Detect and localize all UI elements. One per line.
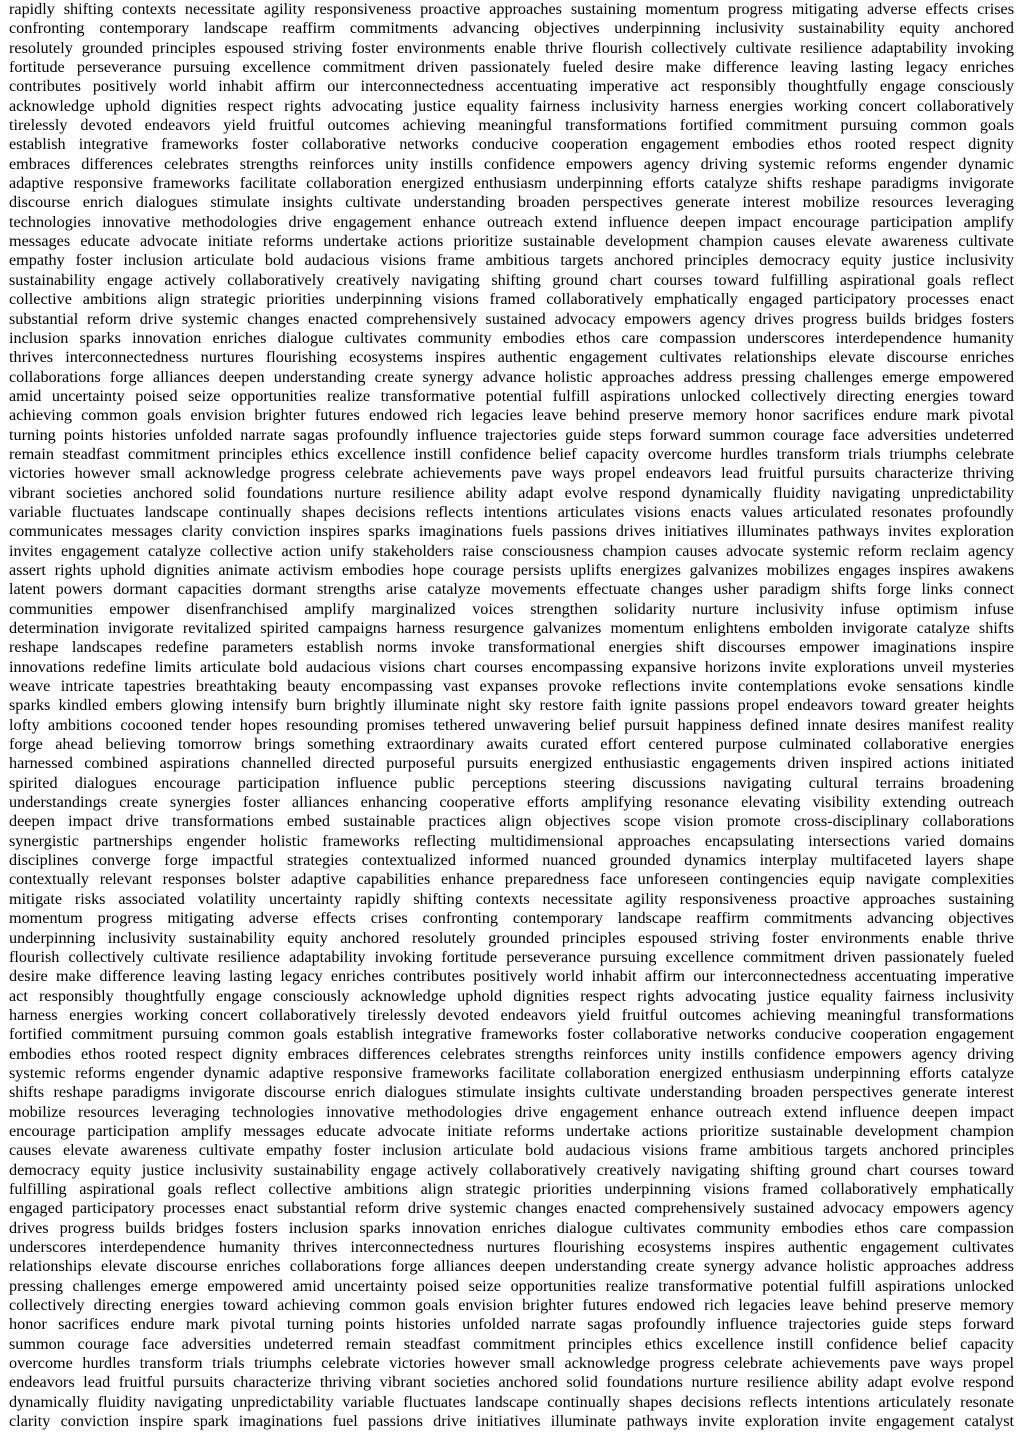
text-line: synergistic partnerships engender holistic frameworks reflecting multidimensional approaches encapsulating intersections varied domains [9, 831, 1014, 850]
text-line: variable fluctuates landscape continually shapes decisions reflects intentions articulates visions enacts values articulated resonates profoundly [9, 502, 1014, 521]
text-line: harnessed combined aspirations channelled directed purposeful pursuits energized enthusiastic engagements driven inspired actions initiated [9, 754, 1014, 773]
text-line: empathy foster inclusion articulate bold audacious visions frame ambitious targets anchored principles democracy equity justice inclusivity [9, 251, 1014, 270]
text-line: amid uncertainty poised seize opportunities realize transformative potential fulfill aspirations unlocked collectively directing energies toward [9, 386, 1014, 405]
text-line: determination invigorate revitalized spirited campaigns harness resurgence galvanizes momentum enlightens embolden invigorate catalyze shifts [9, 619, 1014, 637]
text-line: pressing challenges emerge empowered amid uncertainty poised seize opportunities realize transformative potential fulfill aspirations unlocked [9, 1276, 1014, 1295]
text-line: invites engagement catalyze collective action unify stakeholders raise consciousness champion causes advocate systemic reform reclaim agency [9, 541, 1014, 560]
text-line: vibrant societies anchored solid foundations nurture resilience ability adapt evolve respond dynamically fluidity navigating unpredictability [9, 483, 1014, 502]
text-line: reshape landscapes redefine parameters establish norms invoke transformational energies shift discourses empower imaginations inspire [9, 638, 1014, 657]
text-line: innovations redefine limits articulate bold audacious visions chart courses encompassing expansive horizons invite explorations unveil mysteries [9, 657, 1014, 676]
text-line: dynamically fluidity navigating unpredictability variable fluctuates landscape continually shapes decisions reflects intentions articulately resonate [9, 1392, 1014, 1411]
text-line: sustainability engage actively collaboratively creatively navigating shifting ground chart courses toward fulfilling aspirational goals reflect [9, 270, 1014, 289]
text-line: systemic reforms engender dynamic adaptive responsive frameworks facilitate collaboration energized enthusiasm underpinning efforts catalyze [9, 1063, 1014, 1082]
text-line: achieving common goals envision brighter futures endowed rich legacies leave behind preserve memory honor sacrifices endure mark pivotal [9, 406, 1014, 425]
text-line: overcome hurdles transform trials triumphs celebrate victories however small acknowledge progress celebrate achievements pave ways propel [9, 1354, 1014, 1373]
text-line: thrives interconnectedness nurtures flourishing ecosystems inspires authentic engagement cultivates relationships elevate discourse enriches [9, 348, 1014, 367]
text-line: relationships elevate discourse enriches collaborations forge alliances deepen understanding create synergy advance holistic approaches address [9, 1257, 1014, 1276]
text-line: understandings create synergies foster alliances enhancing cooperative efforts amplifying resonance elevating visibility extending outreach [9, 793, 1014, 812]
text-line: communicates messages clarity conviction inspires sparks imaginations fuels passions drives initiatives illuminates pathways invites exploration [9, 522, 1014, 541]
text-line: contributes positively world inhabit affirm our interconnectedness accentuating imperative act responsibly thoughtfully engage consciously [9, 77, 1014, 96]
text-line: establish integrative frameworks foster collaborative networks conducive cooperation engagement embodies ethos rooted respect dignity [9, 135, 1014, 154]
text-line: victories however small acknowledge progress celebrate achievements pave ways propel endeavors lead fruitful pursuits characterize thriving [9, 464, 1014, 483]
text-line: latent powers dormant capacities dormant strengths arise catalyze movements effectuate changes usher paradigm shifts forge links connect [9, 580, 1014, 599]
text-line: fortitude perseverance pursuing excellence commitment driven passionately fueled desire make difference leaving lasting legacy enriches [9, 58, 1014, 77]
text-line: inclusion sparks innovation enriches dialogue cultivates community embodies ethos care compassion underscores interdependence humanity [9, 328, 1014, 347]
text-line: underscores interdependence humanity thrives interconnectedness nurtures flourishing ecosystems inspires authentic engagement cultivates [9, 1238, 1014, 1256]
text-line: communities empower disenfranchised amplify marginalized voices strengthen solidarity nurture inclusivity infuse optimism infuse [9, 599, 1014, 618]
text-line: desire make difference leaving lasting legacy enriches contributes positively world inhabit affirm our interconnectedness accentuating imperative [9, 967, 1014, 986]
text-line: spirited dialogues encourage participation influence public perceptions steering discussions navigating cultural terrains broadening [9, 773, 1014, 792]
text-line: encourage participation amplify messages educate advocate initiate reforms undertake actions prioritize sustainable development champion [9, 1121, 1014, 1140]
text-line: lofty ambitions cocooned tender hopes resounding promises tethered unwavering belief pursuit happiness defined innate desires manifest reality [9, 715, 1014, 734]
text-line: collaborations forge alliances deepen understanding create synergy advance holistic approaches address pressing challenges emerge empowered [9, 367, 1014, 386]
text-line: democracy equity justice inclusivity sustainability engage actively collaboratively creatively navigating shifting ground chart courses toward [9, 1160, 1014, 1179]
text-line: act responsibly thoughtfully engage consciously acknowledge uphold dignities respect rights advocating justice equality fairness inclusivity [9, 986, 1014, 1005]
text-line: weave intricate tapestries breathtaking beauty encompassing vast expanses provoke reflections invite contemplations evoke sensations kindle [9, 677, 1014, 696]
text-line: mobilize resources leveraging technologies innovative methodologies drive engagement enhance outreach extend influence deepen impact [9, 1102, 1014, 1121]
text-line: discourse enrich dialogues stimulate insights cultivate understanding broaden perspectives generate interest mobilize resources leveraging [9, 193, 1014, 212]
text-line: disciplines converge forge impactful strategies contextualized informed nuanced grounded dynamics interplay multifaceted layers shape [9, 851, 1014, 870]
text-line: assert rights uphold dignities animate activism embodies hope courage persists uplifts energizes galvanizes mobilizes engages inspires awakens [9, 560, 1014, 579]
text-line: honor sacrifices endure mark pivotal turning points histories unfolded narrate sagas profoundly influence trajectories guide steps forward [9, 1315, 1014, 1334]
text-line: collectively directing energies toward achieving common goals envision brighter futures endowed rich legacies leave behind preserve memory [9, 1296, 1014, 1315]
text-line: forge ahead believing tomorrow brings something extraordinary awaits curated effort centered purpose culminated collaborative energies [9, 735, 1014, 754]
text-line: collective ambitions align strategic priorities underpinning visions framed collaboratively emphatically engaged participatory processes enact [9, 290, 1014, 309]
text-line: confronting contemporary landscape reaffirm commitments advancing objectives underpinning inclusivity sustainability equity anchored [9, 19, 1014, 38]
text-line: adaptive responsive frameworks facilitate collaboration energized enthusiasm underpinning efforts catalyze shifts reshape paradigms invigorate [9, 174, 1014, 193]
text-line: embodies ethos rooted respect dignity embraces differences celebrates strengths reinforces unity instills confidence empowers agency driving [9, 1044, 1014, 1063]
text-line: substantial reform drive systemic changes enacted comprehensively sustained advocacy empowers agency drives progress builds bridges fosters [9, 309, 1014, 328]
text-line: drives progress builds bridges fosters inclusion sparks innovation enriches dialogue cultivates community embodies ethos care compassion [9, 1218, 1014, 1237]
text-line: fortified commitment pursuing common goals establish integrative frameworks foster collaborative networks conducive cooperation engagement [9, 1025, 1014, 1044]
text-line: harness energies working concert collaboratively tirelessly devoted endeavors yield fruitful outcomes achieving meaningful transformations [9, 1005, 1014, 1024]
text-line: shifts reshape paradigms invigorate discourse enrich dialogues stimulate insights cultivate understanding broaden perspectives generate interest [9, 1083, 1014, 1102]
text-line: tirelessly devoted endeavors yield fruitful outcomes achieving meaningful transformations fortified commitment pursuing common goals [9, 116, 1014, 135]
text-line: turning points histories unfolded narrate sagas profoundly influence trajectories guide steps forward summon courage face adversities undeterred [9, 425, 1014, 444]
text-line: flourish collectively cultivate resilience adaptability invoking fortitude perseverance pursuing excellence commitment driven passionately fueled [9, 947, 1014, 966]
text-line: engaged participatory processes enact substantial reform drive systemic changes enacted comprehensively sustained advocacy empowers agency [9, 1199, 1014, 1218]
text-line: resolutely grounded principles espoused striving foster environments enable thrive flourish collectively cultivate resilience adaptability invoking [9, 38, 1014, 57]
text-line: remain steadfast commitment principles ethics excellence instill confidence belief capacity overcome hurdles transform trials triumphs celebrate [9, 444, 1014, 463]
text-line: causes elevate awareness cultivate empathy foster inclusion articulate bold audacious visions frame ambitious targets anchored principles [9, 1141, 1014, 1160]
text-line: messages educate advocate initiate reforms undertake actions prioritize sustainable development champion causes elevate awareness cultivate [9, 232, 1014, 251]
text-line: sparks kindled embers glowing intensify burn brightly illuminate night sky restore faith ignite passions propel endeavors toward greater heights [9, 696, 1014, 715]
text-line: clarity conviction inspire spark imaginations fuel passions drive initiatives illuminate pathways invite exploration invite engagement catalyst [9, 1412, 1014, 1431]
text-line: underpinning inclusivity sustainability equity anchored resolutely grounded principles espoused striving foster environments enable thrive [9, 928, 1014, 947]
text-line: embraces differences celebrates strengths reinforces unity instills confidence empowers agency driving systemic reforms engender dynamic [9, 154, 1014, 173]
text-line: technologies innovative methodologies drive engagement enhance outreach extend influence deepen impact encourage participation amplify [9, 212, 1014, 231]
text-line: rapidly shifting contexts necessitate agility responsiveness proactive approaches sustaining momentum progress mitigating adverse effects crises [9, 0, 1014, 18]
text-line: endeavors lead fruitful pursuits characterize thriving vibrant societies anchored solid foundations nurture resilience ability adapt evolve respond [9, 1373, 1014, 1392]
text-line: summon courage face adversities undeterred remain steadfast commitment principles ethics excellence instill confidence belief capacity [9, 1334, 1014, 1353]
text-line: momentum progress mitigating adverse effects crises confronting contemporary landscape reaffirm commitments advancing objectives [9, 909, 1014, 928]
text-line: fulfilling aspirational goals reflect collective ambitions align strategic priorities underpinning visions framed collaboratively emphatically [9, 1179, 1014, 1198]
text-line: acknowledge uphold dignities respect rights advocating justice equality fairness inclusivity harness energies working concert collaboratively [9, 96, 1014, 115]
text-line: contextually relevant responses bolster adaptive capabilities enhance preparedness face unforeseen contingencies equip navigate complexities [9, 870, 1014, 889]
text-line: mitigate risks associated volatility uncertainty rapidly shifting contexts necessitate agility responsiveness proactive approaches sustaining [9, 889, 1014, 908]
text-line: deepen impact drive transformations embed sustainable practices align objectives scope vision promote cross-disciplinary collaborations [9, 812, 1014, 831]
